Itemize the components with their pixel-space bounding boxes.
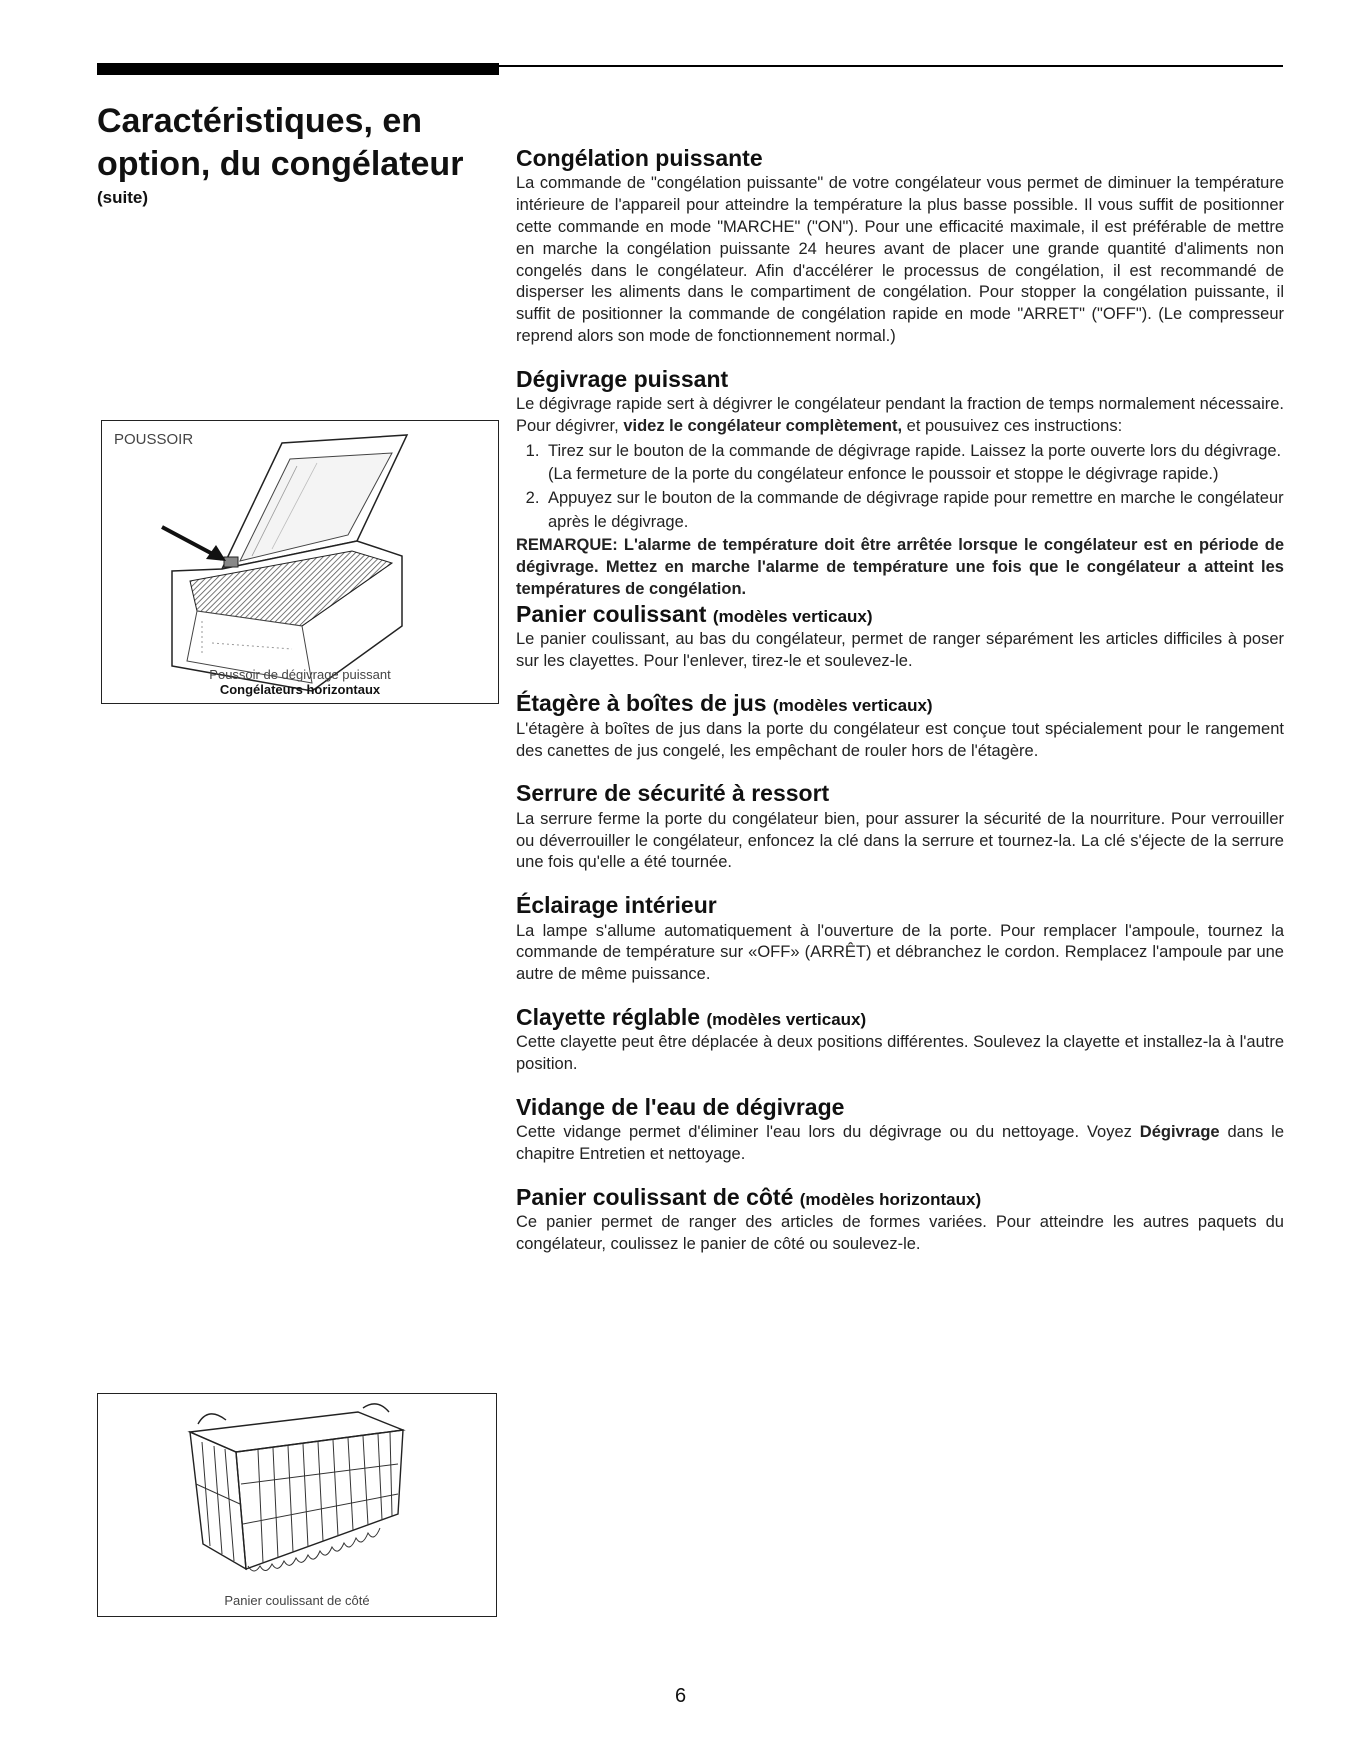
section-degivrage-puissant — [516, 366, 1284, 601]
section-body — [516, 1122, 1284, 1166]
section-panier-cote — [516, 1184, 1284, 1256]
section-body: La lampe s'allume automatiquement à l'ouverture de la porte. Pour remplacer l'ampoule, tournez la commande de température sur «OFF» (ARRÊT) et débranchez le cordon. Remplacez l'ampoule par une autre de même puissance. — [516, 921, 1284, 984]
page-title — [97, 100, 497, 208]
remarque-note: REMARQUE: L'alarme de température doit être arrêtée lorsque le congélateur est en période de dégivrage. Mettez en marche l'alarme de température une fois que le congélateur a atteint les températures de congélation. — [516, 536, 1284, 598]
intro-text-end: et pousuivez ces instructions: — [902, 416, 1123, 435]
section-title: Serrure de sécurité à ressort — [516, 780, 830, 807]
freezer-caption — [102, 668, 498, 698]
section-clayette — [516, 1004, 1284, 1076]
section-etagere-jus — [516, 690, 1284, 762]
page-subtitle: (suite) — [97, 188, 148, 207]
title-qualifier: (modèles verticaux) — [706, 1009, 867, 1029]
section-body: Ce panier permet de ranger des articles de formes variées. Pour atteindre les autres paquets du congélateur, coulissez le panier de côté ou soulevez-le. — [516, 1213, 1284, 1254]
section-title: Congélation puissante — [516, 145, 763, 171]
section-panier-coulissant — [516, 601, 1284, 673]
section-body: Cette clayette peut être déplacée à deux positions différentes. Soulevez la clayette et installez-la à l'autre position. — [516, 1033, 1284, 1074]
section-title: Vidange de l'eau de dégivrage — [516, 1093, 845, 1120]
defrost-steps — [516, 440, 1284, 536]
basket-figure — [97, 1393, 497, 1617]
title-text: Panier coulissant — [516, 600, 707, 627]
section-eclairage — [516, 892, 1284, 986]
section-body: Le panier coulissant, au bas du congélateur, permet de ranger séparément les articles difficiles à poser sur les clayettes. Pour l'enlever, tirez-le et soulevez-le. — [516, 629, 1284, 670]
poussoir-label: POUSSOIR — [114, 431, 194, 448]
list-item: 1. Tirez sur le bouton de la commande de dégivrage rapide. Laissez la porte ouverte lors du dégivrage. (La fermeture de la porte du congélateur enfonce le poussoir et stoppe le dégivrage rapide.) — [544, 440, 1284, 488]
chest-freezer-illustration — [102, 421, 498, 703]
basket-caption: Panier coulissant de côté — [224, 1593, 370, 1608]
body-emphasis: Dégivrage — [1139, 1123, 1220, 1142]
freezer-figure — [101, 420, 499, 704]
title-qualifier: (modèles verticaux) — [772, 696, 933, 716]
section-vidange — [516, 1094, 1284, 1166]
body-text-end: dans le chapitre Entretien et nettoyage. — [516, 1123, 1284, 1164]
title-text: Panier coulissant de côté — [516, 1183, 794, 1210]
section-title: Dégivrage puissant — [516, 365, 729, 392]
main-column — [516, 145, 1284, 1274]
top-rule-thick — [97, 63, 499, 75]
body-text: Cette vidange permet d'éliminer l'eau lors du dégivrage ou du nettoyage. Voyez — [516, 1123, 1140, 1142]
section-serrure — [516, 780, 1284, 874]
section-congelation-puissante — [516, 145, 1284, 348]
section-body: La commande de "congélation puissante" de votre congélateur vous permet de diminuer la température intérieure de l'appareil pour atteindre la température la plus basse possible. Il vous suffit de positionner cette commande en mode "MARCHE" ("ON"). Pour une efficacité maximale, il est préférable de mettre en marche la congélation puissante 24 heures avant de placer une grande quantité d'aliments non congelés dans le congélateur. Afin d'accélérer le processus de congélation, il est recommandé de disperser les aliments dans le compartiment de congélation. Pour stopper la congélation puissante, il suffit de positionner la commande de congélation rapide en mode "ARRET" ("OFF"). (Le compresseur reprend alors son mode de fonctionnement normal.) — [516, 174, 1284, 345]
title-text: Clayette réglable — [516, 1003, 701, 1030]
section-title — [516, 690, 1284, 716]
section-body — [516, 394, 1284, 438]
wire-basket-illustration — [98, 1394, 496, 1616]
section-title: Éclairage intérieur — [516, 892, 717, 919]
section-title — [516, 1004, 1284, 1030]
section-title — [516, 601, 1284, 627]
title-qualifier: (modèles verticaux) — [712, 606, 873, 626]
intro-text: Le dégivrage rapide sert à dégivrer le congélateur pendant la fraction de temps normalement nécessaire. Pour dégivrer, — [516, 395, 1284, 435]
freezer-caption-line2: Congélateurs horizontaux — [219, 681, 381, 697]
section-title — [516, 1184, 1284, 1210]
section-body: La serrure ferme la porte du congélateur bien, pour assurer la sécurité de la nourriture. Pour verrouiller ou déverrouiller le congélateur, enfoncez la clé dans la serrure et tournez-la. La clé s'éjecte de la serrure une fois qu'elle a été tournée. — [516, 809, 1284, 872]
list-item: 2. Appuyez sur le bouton de la commande de dégivrage rapide pour remettre en marche le congélateur après le dégivrage. — [544, 487, 1284, 535]
page-title-text: Caractéristiques, en option, du congélateur — [97, 102, 464, 183]
page-number: 6 — [674, 1685, 687, 1707]
title-qualifier: (modèles horizontaux) — [799, 1189, 982, 1209]
intro-emphasis: videz le congélateur complètement, — [623, 416, 903, 435]
section-body: L'étagère à boîtes de jus dans la porte du congélateur est conçue tout spécialement pour le rangement des canettes de jus congelé, les empêchant de rouler hors de l'étagère. — [516, 719, 1284, 760]
freezer-caption-line1: Poussoir de dégivrage puissant — [209, 667, 391, 682]
title-text: Étagère à boîtes de jus — [516, 690, 767, 717]
